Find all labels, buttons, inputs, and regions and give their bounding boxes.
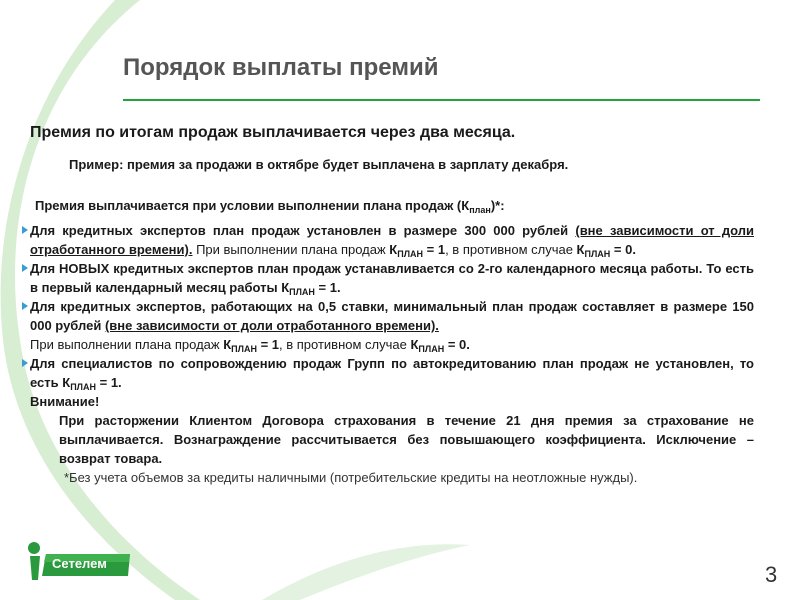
- bullet-credit-experts: Для кредитных экспертов план продаж установлен в размере 300 000 рублей (вне зависимости от доли отработанного времени). При выполнении плана продаж $К_{ПЛАН} = 1$, в противном случае $К_{ПЛАН} = 0$.: [30, 223, 754, 259]
- warning-title: Внимание!: [30, 394, 100, 409]
- page-number: 3: [765, 562, 778, 587]
- bullet-auto-specialists: Для специалистов по сопровождению продаж Групп по автокредитованию план продаж не установлен, то есть $К_{ПЛАН} = 1$.: [30, 356, 754, 392]
- half-rate-condition: При выполнении плана продаж $К_{ПЛАН} = 1$, в противном случае $К_{ПЛАН} = 0$.: [30, 337, 470, 354]
- bullet-half-rate-experts: Для кредитных экспертов, работающих на 0,5 ставки, минимальный план продаж составляет в размере 150 000 рублей (вне зависимости от доли отработанного времени).: [30, 299, 754, 333]
- condition-heading: [35, 198, 505, 213]
- condition-suffix: )*:: [490, 198, 505, 213]
- condition-subscript: план: [469, 205, 491, 215]
- bullet-new-experts: Для НОВЫХ кредитных экспертов план продаж устанавливается со 2-го календарного месяца работы. То есть в первый календарный месяц работы $К_{ПЛАН} = 1$.: [30, 261, 754, 297]
- title-divider: [123, 99, 760, 101]
- warning-body: При расторжении Клиентом Договора страхования в течение 21 дня премия за страхование не выплачивается. Вознаграждение рассчитывается без повышающего коэффициента. Исключение – возврат товара.: [59, 413, 754, 466]
- logo-text: Сетелем: [52, 556, 107, 571]
- footnote: *Без учета объемов за кредиты наличными (потребительские кредиты на неотложные нужды).: [64, 470, 638, 485]
- slide-title: Порядок выплаты премий: [123, 54, 439, 81]
- example-text: Пример: премия за продажи в октябре будет выплачена в зарплату декабря.: [69, 157, 569, 172]
- slide-subtitle: Премия по итогам продаж выплачивается через два месяца.: [30, 124, 516, 141]
- condition-prefix: Премия выплачивается при условии выполнении плана продаж (К: [35, 198, 470, 213]
- content-body: [30, 221, 754, 487]
- underline-note: (вне зависимости от доли отработанного времени).: [30, 223, 754, 257]
